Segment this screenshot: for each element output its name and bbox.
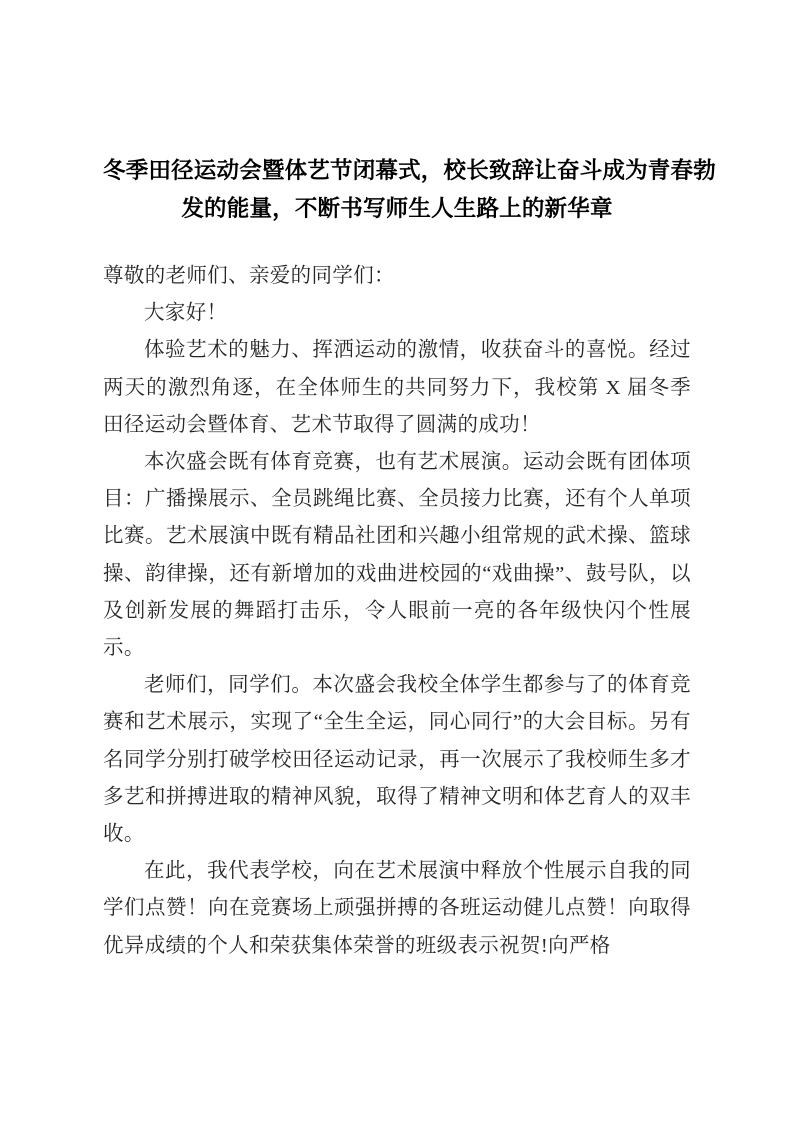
document-content	[103, 152, 716, 965]
page-title-line-1: 冬季田径运动会暨体艺节闭幕式，校长致辞让奋斗成为青春勃	[103, 158, 716, 183]
paragraph-events-overview: 本次盛会既有体育竞赛，也有艺术展演。运动会既有团体项目：广播操展示、全员跳绳比赛、全员接力比赛，还有个人单项比赛。艺术展演中既有精品社团和兴趣小组常规的武术操、篮球操、韵律操，还有新增加的戏曲进校园的“戏曲操”、鼓号队，以及创新发展的舞蹈打击乐，令人眼前一亮的各年级快闪个性展示。	[103, 451, 691, 660]
page-title	[103, 152, 716, 228]
paragraph-greeting: 大家好！	[144, 302, 228, 325]
document-body	[103, 258, 691, 965]
paragraph-achievements: 老师们，同学们。本次盛会我校全体学生都参与了的体育竞赛和艺术展示，实现了“全生全运，同心同行”的大会目标。另有名同学分别打破学校田径运动记录，再一次展示了我校师生多才多艺和拼搏进取的精神风貌，取得了精神文明和体艺育人的双丰收。	[103, 674, 691, 846]
paragraph-opening: 体验艺术的魅力、挥洒运动的激情，收获奋斗的喜悦。经过两天的激烈角逐，在全体师生的共同努力下，我校第 X 届冬季田径运动会暨体育、艺术节取得了圆满的成功！	[103, 339, 691, 436]
page-title-line-2: 发的能量，不断书写师生人生路上的新华章	[181, 196, 613, 221]
paragraph-thanks: 在此，我代表学校，向在艺术展演中释放个性展示自我的同学们点赞！向在竞赛场上顽强拼搏的各班运动健儿点赞！向取得优异成绩的个人和荣获集体荣誉的班级表示祝贺!向严格	[103, 860, 691, 957]
paragraph-salutation: 尊敬的老师们、亲爱的同学们：	[103, 265, 395, 287]
